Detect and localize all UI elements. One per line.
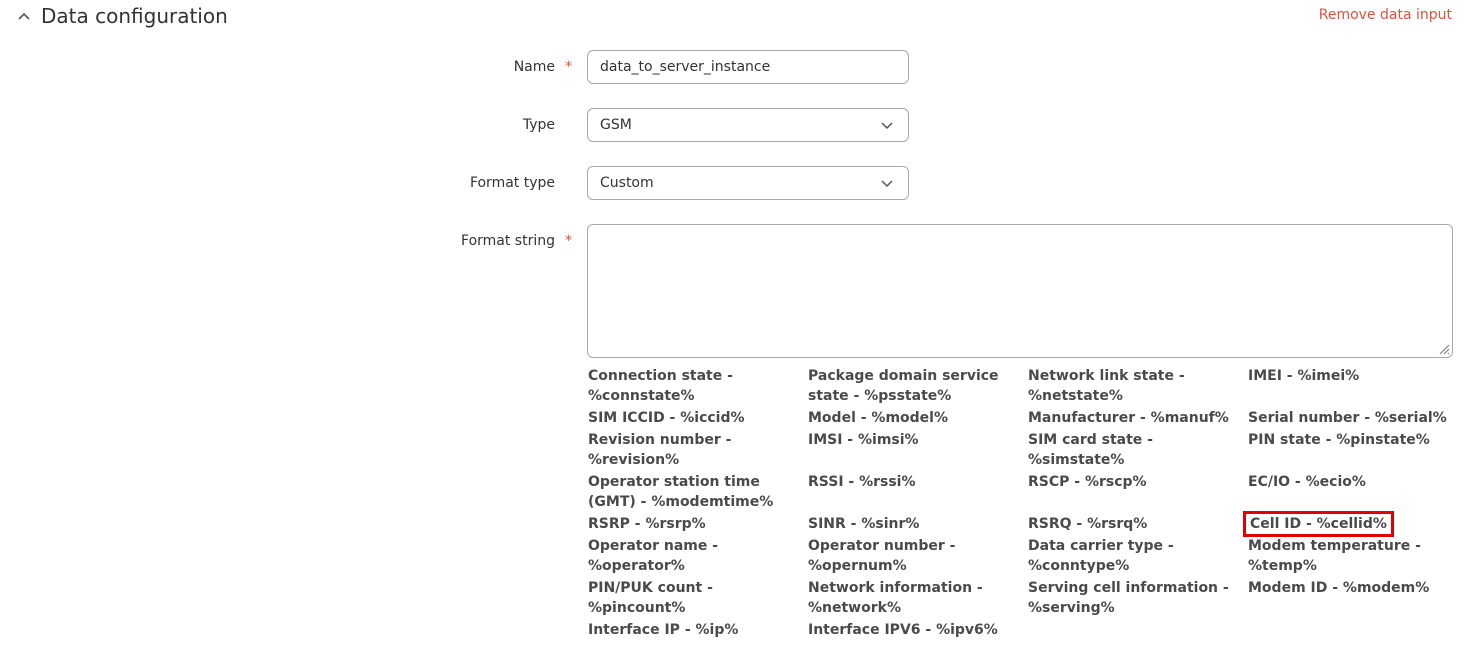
- format-variable-text: RSSI - %rssi%: [808, 474, 916, 490]
- section-title: Data configuration: [41, 4, 228, 28]
- format-variable-item[interactable]: [588, 536, 808, 576]
- format-variable-text: Interface IP - %ip%: [588, 622, 739, 638]
- chevron-down-icon: [880, 119, 894, 133]
- format-variable-text: SINR - %sinr%: [808, 516, 920, 532]
- section-header: [0, 0, 1464, 36]
- format-variables-list: [588, 366, 1464, 640]
- format-variable-text: Serving cell information - %serving%: [1028, 580, 1229, 616]
- format-variable-item[interactable]: [588, 578, 808, 618]
- format-variable-item[interactable]: [1248, 578, 1464, 618]
- format-variable-item[interactable]: [808, 620, 1028, 640]
- format-variable-text: Modem temperature - %temp%: [1248, 538, 1421, 574]
- chevron-down-icon: [880, 177, 894, 191]
- format-variable-text: Serial number - %serial%: [1248, 410, 1447, 426]
- format-variable-text: Operator station time (GMT) - %modemtime%: [588, 474, 774, 510]
- format-variable-text: Model - %model%: [808, 410, 948, 426]
- name-input-value: data_to_server_instance: [600, 59, 771, 75]
- format-variable-text: Package domain service state - %psstate%: [808, 368, 999, 404]
- format-variable-text: IMEI - %imei%: [1248, 368, 1360, 384]
- format-variable-text: IMSI - %imsi%: [808, 432, 919, 448]
- format-type-select[interactable]: [587, 166, 909, 200]
- format-variable-text: RSRQ - %rsrq%: [1028, 516, 1148, 532]
- format-variable-text: Cell ID - %cellid%: [1250, 516, 1387, 532]
- format-variable-item[interactable]: [808, 408, 1028, 428]
- resize-grip-icon[interactable]: [1438, 343, 1450, 355]
- type-label: [523, 117, 572, 133]
- format-variable-text: Connection state - %connstate%: [588, 368, 733, 404]
- type-select[interactable]: [587, 108, 909, 142]
- format-variable-item[interactable]: [588, 620, 808, 640]
- format-variable-text: SIM card state - %simstate%: [1028, 432, 1153, 468]
- type-label-text: Type: [522, 117, 555, 133]
- format-variable-item[interactable]: [1028, 366, 1248, 406]
- format-variable-item[interactable]: [808, 514, 1028, 534]
- format-variable-text: EC/IO - %ecio%: [1248, 474, 1366, 490]
- format-string-textarea[interactable]: [587, 224, 1453, 358]
- format-variable-item[interactable]: [808, 366, 1028, 406]
- remove-data-input-link[interactable]: Remove data input: [1318, 7, 1452, 23]
- format-variable-item[interactable]: [808, 536, 1028, 576]
- format-variable-item[interactable]: [588, 430, 808, 470]
- format-type-label: [470, 175, 572, 191]
- format-variable-item[interactable]: [1248, 430, 1464, 470]
- format-variable-text: Network link state - %netstate%: [1028, 368, 1185, 404]
- format-variable-item[interactable]: [808, 472, 1028, 512]
- format-variable-item[interactable]: [808, 578, 1028, 618]
- format-variable-item[interactable]: [1028, 472, 1248, 512]
- format-variable-text: Operator name - %operator%: [588, 538, 719, 574]
- format-variable-item[interactable]: [1028, 408, 1248, 428]
- required-marker: *: [565, 233, 572, 249]
- format-variable-item[interactable]: [1248, 514, 1464, 534]
- format-variable-item[interactable]: [808, 430, 1028, 470]
- format-variable-item[interactable]: [588, 514, 808, 534]
- format-variable-item[interactable]: [1248, 472, 1464, 512]
- format-variable-item[interactable]: [588, 472, 808, 512]
- format-variable-item[interactable]: [1028, 430, 1248, 470]
- format-variable-text: Data carrier type - %conntype%: [1028, 538, 1174, 574]
- format-variable-item[interactable]: [1028, 514, 1248, 534]
- format-variable-text: Revision number - %revision%: [588, 432, 732, 468]
- chevron-up-icon[interactable]: [14, 6, 34, 26]
- name-input[interactable]: [587, 50, 909, 84]
- format-string-label-text: Format string: [461, 233, 555, 249]
- format-variable-item[interactable]: [1028, 536, 1248, 576]
- format-variable-text: Modem ID - %modem%: [1248, 580, 1430, 596]
- format-variable-item[interactable]: [1248, 536, 1464, 576]
- required-marker: *: [565, 59, 572, 75]
- format-variable-text: PIN/PUK count - %pincount%: [588, 580, 713, 616]
- format-variable-text: Manufacturer - %manuf%: [1028, 410, 1229, 426]
- name-label: [514, 59, 572, 75]
- format-string-label: [461, 233, 572, 249]
- format-variable-item[interactable]: [588, 408, 808, 428]
- format-variable-text: Operator number - %opernum%: [808, 538, 956, 574]
- format-variable-text: SIM ICCID - %iccid%: [588, 410, 745, 426]
- name-label-text: Name: [513, 59, 555, 75]
- format-variable-text: Interface IPV6 - %ipv6%: [808, 622, 998, 638]
- format-variable-text: RSCP - %rscp%: [1028, 474, 1147, 490]
- format-variable-text: RSRP - %rsrp%: [588, 516, 706, 532]
- format-variable-text: Network information - %network%: [808, 580, 983, 616]
- type-select-value: GSM: [600, 117, 632, 133]
- format-variable-item[interactable]: [588, 366, 808, 406]
- format-type-select-value: Custom: [600, 175, 654, 191]
- format-variable-text: PIN state - %pinstate%: [1248, 432, 1430, 448]
- format-type-label-text: Format type: [469, 175, 555, 191]
- format-variable-item[interactable]: [1248, 366, 1464, 406]
- format-variable-item[interactable]: [1248, 408, 1464, 428]
- format-variable-item[interactable]: [1028, 578, 1248, 618]
